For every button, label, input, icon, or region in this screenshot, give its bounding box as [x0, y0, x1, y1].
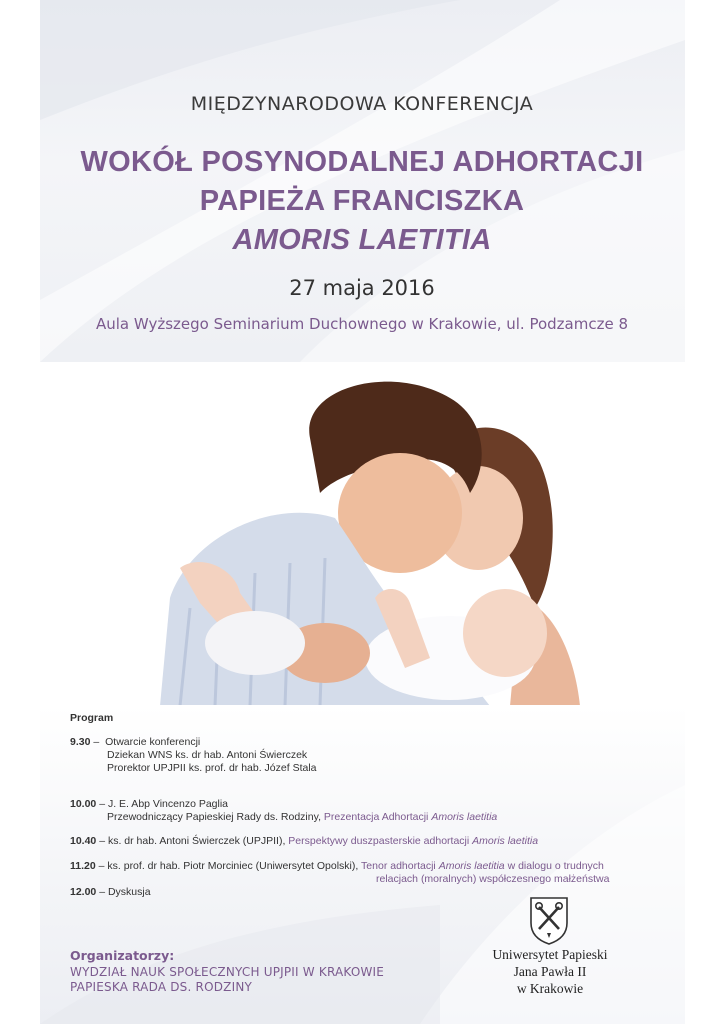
program-line: Prorektor UPJPII ks. prof. dr hab. Józef Stala [107, 762, 317, 774]
program-talk: Perspektywy duszpasterskie adhortacji [288, 835, 470, 847]
program-speaker: Dyskusja [107, 886, 151, 898]
program-separator: – [90, 736, 103, 748]
program-item-1120 [70, 860, 604, 873]
university-name-line-1: Uniwersytet Papieski [492, 947, 608, 962]
program-speaker: J. E. Abp Vincenzo Paglia [107, 798, 229, 810]
university-name-line-3: w Krakowie [516, 981, 584, 996]
conference-date: 27 maja 2016 [289, 276, 435, 300]
program-separator: – [96, 886, 108, 898]
program-talk-line2: relacjach (moralnych) współczesnego małżeństwa [376, 873, 610, 885]
program-speaker-role: Przewodniczący Papieskiej Rady ds. Rodziny, [107, 811, 321, 823]
program-time: 11.20 [70, 860, 96, 872]
program-heading: Program [70, 712, 114, 724]
university-name-line-2: Jana Pawła II [513, 964, 587, 979]
title-line-3: AMORIS LAETITIA [232, 224, 492, 256]
conference-overline: MIĘDZYNARODOWA KONFERENCJA [190, 93, 534, 115]
program-time: 10.40 [70, 835, 97, 847]
program-separator: – [95, 860, 108, 872]
program-speaker: ks. dr hab. Antoni Świerczek (UPJPII), [107, 835, 286, 847]
organizer-line-1: WYDZIAŁ NAUK SPOŁECZNYCH UPJPII W KRAKOWIE [70, 965, 385, 979]
program-speaker: ks. prof. dr hab. Piotr Morciniec (Uniwersytet Opolski), [107, 860, 359, 872]
program-item-1000 [70, 798, 228, 811]
family-photo [160, 368, 580, 706]
university-crest-icon [528, 895, 570, 945]
program-time: 12.00 [70, 886, 97, 898]
program-line: Dziekan WNS ks. dr hab. Antoni Świerczek [107, 749, 308, 761]
program-time: 10.00 [70, 798, 97, 810]
program-talk-italic: Amoris laetitia [431, 811, 498, 823]
program-talk: Tenor adhortacji [361, 860, 436, 872]
program-line: Otwarcie konferencji [105, 736, 201, 748]
program-separator: – [96, 835, 108, 847]
program-line [107, 811, 497, 824]
program-time: 9.30 [70, 736, 91, 748]
program-item-1040 [70, 835, 538, 848]
program-talk: Prezentacja Adhortacji [323, 811, 429, 823]
program-talk-rest: w dialogu o trudnych [507, 860, 604, 872]
program-talk-italic: Amoris laetitia [472, 835, 539, 847]
decorative-swoosh [40, 0, 685, 362]
conference-venue: Aula Wyższego Seminarium Duchownego w Krakowie, ul. Podzamcze 8 [95, 315, 629, 333]
program-item-1200 [70, 886, 151, 899]
organizer-line-2: PAPIESKA RADA DS. RODZINY [70, 980, 253, 994]
header-background [40, 0, 685, 362]
title-line-2: PAPIEŻA FRANCISZKA [199, 185, 525, 217]
program-item-930 [70, 736, 200, 749]
program-separator: – [96, 798, 108, 810]
title-line-1: WOKÓŁ POSYNODALNEJ ADHORTACJI [80, 146, 644, 178]
organizers-label: Organizatorzy: [70, 948, 175, 963]
program-talk-italic: Amoris laetitia [438, 860, 505, 872]
